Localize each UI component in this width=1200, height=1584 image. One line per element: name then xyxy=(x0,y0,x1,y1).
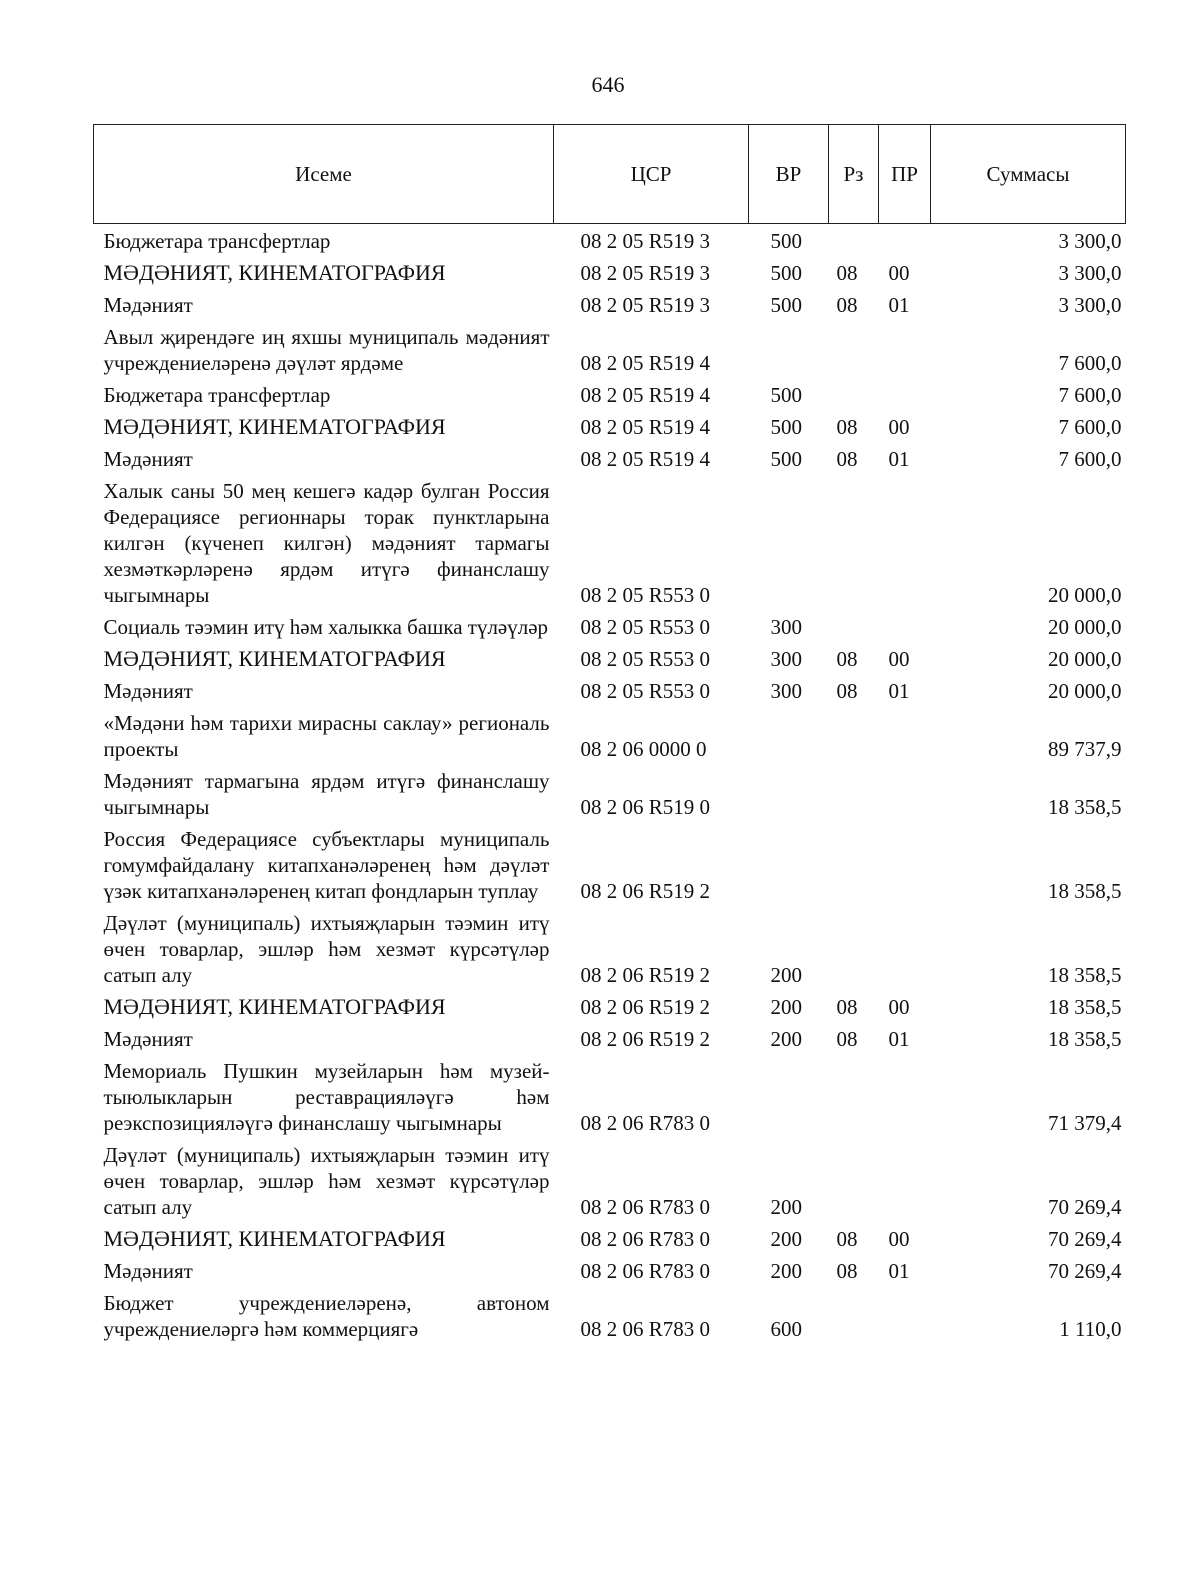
row-rz: 08 xyxy=(836,679,858,703)
row-rz xyxy=(829,1287,879,1345)
row-sum: 20 000,0 xyxy=(1048,583,1122,607)
row-vr xyxy=(749,707,829,765)
table-row xyxy=(94,611,1126,643)
row-pr: 00 xyxy=(888,415,910,439)
row-rz xyxy=(829,1055,879,1139)
row-name: Мәдәният xyxy=(103,1259,193,1283)
row-csr: 08 2 05 R519 3 xyxy=(580,229,711,253)
row-vr: 500 xyxy=(770,229,802,253)
row-sum: 7 600,0 xyxy=(1058,351,1122,375)
row-name: Бюджетара трансфертлар xyxy=(103,229,331,253)
row-vr: 200 xyxy=(770,1259,802,1283)
table-header xyxy=(94,125,1126,224)
row-rz: 08 xyxy=(836,1227,858,1251)
table-row xyxy=(94,224,1126,258)
row-name: Россия Федерациясе субъектлары муниципаль гомумфайдалану китапханәләренең һәм дәүләт үзәк китапханәләренең китап фондларын туплау xyxy=(103,827,550,903)
row-sum: 18 358,5 xyxy=(1048,995,1122,1019)
row-pr xyxy=(879,379,931,411)
table-row xyxy=(94,675,1126,707)
row-sum: 70 269,4 xyxy=(1048,1227,1122,1251)
table-body xyxy=(94,224,1126,1346)
row-name: Мәдәният xyxy=(103,1027,193,1051)
table-row xyxy=(94,443,1126,475)
row-vr: 600 xyxy=(770,1317,802,1341)
row-name: Мәдәният xyxy=(103,447,193,471)
row-pr xyxy=(879,321,931,379)
row-vr: 500 xyxy=(770,293,802,317)
row-sum: 1 110,0 xyxy=(1059,1317,1122,1341)
row-csr: 08 2 06 R519 2 xyxy=(580,995,711,1019)
row-vr: 200 xyxy=(770,963,802,987)
row-vr: 300 xyxy=(770,679,802,703)
row-rz xyxy=(829,1139,879,1223)
row-csr: 08 2 05 R553 0 xyxy=(580,647,711,671)
row-csr: 08 2 06 0000 0 xyxy=(580,737,707,761)
row-sum: 20 000,0 xyxy=(1048,615,1122,639)
row-vr: 500 xyxy=(770,415,802,439)
row-rz xyxy=(829,379,879,411)
row-rz xyxy=(829,907,879,991)
row-rz xyxy=(829,224,879,258)
row-rz: 08 xyxy=(836,261,858,285)
row-rz xyxy=(829,823,879,907)
row-sum: 20 000,0 xyxy=(1048,647,1122,671)
row-csr: 08 2 05 R519 4 xyxy=(580,351,711,375)
row-name: Мәдәният xyxy=(103,679,193,703)
row-rz xyxy=(829,321,879,379)
row-pr: 01 xyxy=(888,1259,910,1283)
row-rz xyxy=(829,475,879,611)
header-pr: ПР xyxy=(879,125,931,224)
table-row xyxy=(94,765,1126,823)
row-pr xyxy=(879,765,931,823)
row-pr xyxy=(879,475,931,611)
row-vr xyxy=(749,321,829,379)
row-csr: 08 2 05 R519 3 xyxy=(580,261,711,285)
row-name: МӘДӘНИЯТ, КИНЕМАТОГРАФИЯ xyxy=(103,1226,446,1251)
row-sum: 18 358,5 xyxy=(1048,879,1122,903)
row-vr xyxy=(749,1055,829,1139)
row-vr: 300 xyxy=(770,647,802,671)
row-csr: 08 2 06 R783 0 xyxy=(580,1317,711,1341)
row-sum: 71 379,4 xyxy=(1048,1111,1122,1135)
table-row xyxy=(94,289,1126,321)
row-name: МӘДӘНИЯТ, КИНЕМАТОГРАФИЯ xyxy=(103,646,446,671)
table-row xyxy=(94,1287,1126,1345)
row-csr: 08 2 05 R553 0 xyxy=(580,583,711,607)
row-sum: 3 300,0 xyxy=(1058,293,1122,317)
table-row xyxy=(94,475,1126,611)
table-row xyxy=(94,1223,1126,1255)
table-row xyxy=(94,1055,1126,1139)
row-csr: 08 2 06 R783 0 xyxy=(580,1259,711,1283)
table-row xyxy=(94,1023,1126,1055)
row-vr xyxy=(749,823,829,907)
row-sum: 70 269,4 xyxy=(1048,1259,1122,1283)
row-csr: 08 2 06 R519 2 xyxy=(580,1027,711,1051)
row-name: Халык саны 50 мең кешегә кадәр булган Россия Федерациясе регионнары торак пунктларына килгән (күченеп килгән) мәдәният тармагы хезмәткәрләренә ярдәм итүгә финанслашу чыгымнары xyxy=(103,479,550,607)
row-name: Бюджетара трансфертлар xyxy=(103,383,331,407)
row-sum: 70 269,4 xyxy=(1048,1195,1122,1219)
row-rz: 08 xyxy=(836,293,858,317)
row-pr xyxy=(879,224,931,258)
row-vr: 200 xyxy=(770,995,802,1019)
row-vr: 500 xyxy=(770,383,802,407)
row-csr: 08 2 06 R519 2 xyxy=(580,963,711,987)
row-csr: 08 2 06 R783 0 xyxy=(580,1111,711,1135)
row-sum: 7 600,0 xyxy=(1058,383,1122,407)
row-rz xyxy=(829,707,879,765)
row-sum: 3 300,0 xyxy=(1058,261,1122,285)
row-pr: 01 xyxy=(888,293,910,317)
row-pr: 00 xyxy=(888,261,910,285)
header-csr: ЦСР xyxy=(554,125,749,224)
row-name: МӘДӘНИЯТ, КИНЕМАТОГРАФИЯ xyxy=(103,994,446,1019)
row-rz: 08 xyxy=(836,1259,858,1283)
row-sum: 20 000,0 xyxy=(1048,679,1122,703)
row-csr: 08 2 06 R783 0 xyxy=(580,1195,711,1219)
row-sum: 18 358,5 xyxy=(1048,1027,1122,1051)
row-rz xyxy=(829,611,879,643)
row-pr: 00 xyxy=(888,1227,910,1251)
header-sum: Суммасы xyxy=(931,125,1126,224)
row-pr xyxy=(879,707,931,765)
row-pr xyxy=(879,611,931,643)
budget-table xyxy=(93,124,1126,1345)
row-name: «Мәдәни һәм тарихи мирасны саклау» региональ проекты xyxy=(103,711,550,761)
table-row xyxy=(94,823,1126,907)
table-row xyxy=(94,379,1126,411)
row-name: Бюджет учреждениеләренә, автоном учреждениеләргә һәм коммерциягә xyxy=(103,1291,550,1341)
page-number: 646 xyxy=(591,72,625,97)
row-vr: 200 xyxy=(770,1227,802,1251)
row-pr: 01 xyxy=(888,1027,910,1051)
row-name: Мемориаль Пушкин музейларын һәм музей-тыюлыкларын реставрацияләүгә һәм реэкспозицияләүгә финанслашу чыгымнары xyxy=(103,1059,550,1135)
table-row xyxy=(94,643,1126,675)
row-rz: 08 xyxy=(836,1027,858,1051)
row-csr: 08 2 06 R783 0 xyxy=(580,1227,711,1251)
row-pr: 00 xyxy=(888,647,910,671)
row-sum: 18 358,5 xyxy=(1048,795,1122,819)
row-csr: 08 2 05 R519 4 xyxy=(580,383,711,407)
table-row xyxy=(94,991,1126,1023)
row-csr: 08 2 05 R519 3 xyxy=(580,293,711,317)
row-vr: 500 xyxy=(770,447,802,471)
row-pr xyxy=(879,907,931,991)
row-csr: 08 2 05 R553 0 xyxy=(580,679,711,703)
row-vr: 500 xyxy=(770,261,802,285)
row-vr xyxy=(749,475,829,611)
row-rz: 08 xyxy=(836,995,858,1019)
table-row xyxy=(94,1139,1126,1223)
row-name: Дәүләт (муниципаль) ихтыяҗларын тәэмин итү өчен товарлар, эшләр һәм хезмәт күрсәтүләр сатып алу xyxy=(103,1143,550,1219)
table-row xyxy=(94,907,1126,991)
row-vr: 300 xyxy=(770,615,802,639)
row-vr: 200 xyxy=(770,1195,802,1219)
row-sum: 89 737,9 xyxy=(1048,737,1122,761)
row-pr xyxy=(879,1287,931,1345)
row-name: Авыл җирендәге иң яхшы муниципаль мәдәният учреждениеләренә дәүләт ярдәме xyxy=(103,325,550,375)
row-rz: 08 xyxy=(836,447,858,471)
row-sum: 7 600,0 xyxy=(1058,415,1122,439)
row-name: Мәдәният xyxy=(103,293,193,317)
row-vr: 200 xyxy=(770,1027,802,1051)
row-pr: 01 xyxy=(888,679,910,703)
row-pr xyxy=(879,1055,931,1139)
row-csr: 08 2 06 R519 2 xyxy=(580,879,711,903)
row-csr: 08 2 06 R519 0 xyxy=(580,795,711,819)
row-csr: 08 2 05 R519 4 xyxy=(580,447,711,471)
row-name: Мәдәният тармагына ярдәм итүгә финанслашу чыгымнары xyxy=(103,769,550,819)
row-csr: 08 2 05 R553 0 xyxy=(580,615,711,639)
row-rz: 08 xyxy=(836,415,858,439)
row-name: МӘДӘНИЯТ, КИНЕМАТОГРАФИЯ xyxy=(103,414,446,439)
row-name: МӘДӘНИЯТ, КИНЕМАТОГРАФИЯ xyxy=(103,260,446,285)
row-csr: 08 2 05 R519 4 xyxy=(580,415,711,439)
header-rz: Рз xyxy=(829,125,879,224)
row-rz xyxy=(829,765,879,823)
table-row xyxy=(94,411,1126,443)
row-name: Дәүләт (муниципаль) ихтыяҗларын тәэмин итү өчен товарлар, эшләр һәм хезмәт күрсәтүләр сатып алу xyxy=(103,911,550,987)
table-row xyxy=(94,257,1126,289)
row-rz: 08 xyxy=(836,647,858,671)
row-pr xyxy=(879,1139,931,1223)
header-vr: ВР xyxy=(749,125,829,224)
table-row xyxy=(94,321,1126,379)
table-row xyxy=(94,1255,1126,1287)
row-sum: 7 600,0 xyxy=(1058,447,1122,471)
header-name: Исеме xyxy=(94,125,554,224)
row-pr xyxy=(879,823,931,907)
row-pr: 01 xyxy=(888,447,910,471)
table-row xyxy=(94,707,1126,765)
row-sum: 18 358,5 xyxy=(1048,963,1122,987)
row-sum: 3 300,0 xyxy=(1058,229,1122,253)
row-name: Социаль тәэмин итү һәм халыкка башка түләүләр xyxy=(103,615,549,639)
row-vr xyxy=(749,765,829,823)
row-pr: 00 xyxy=(888,995,910,1019)
